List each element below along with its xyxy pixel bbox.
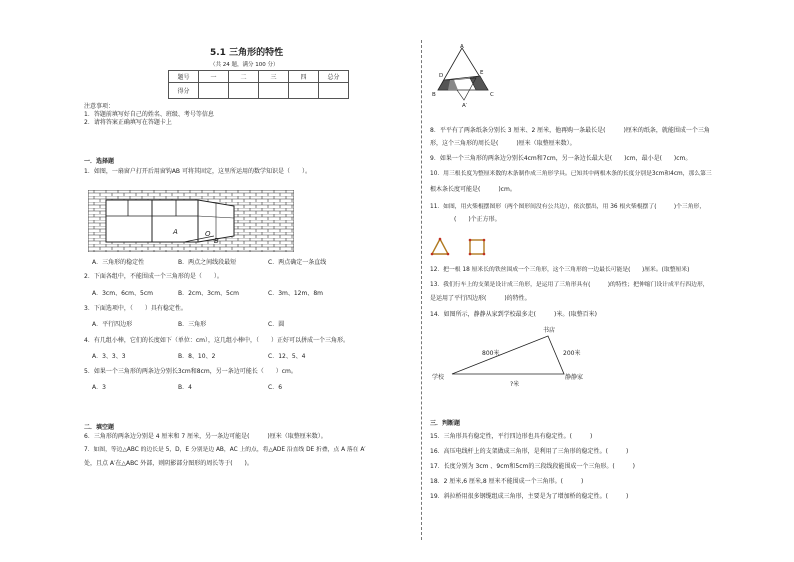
question-13-line1: 13．我们行车上的支架是设计成三角形，是运用了三角形具有( )的特性；把伸缩门设计成平行四边形， [430, 282, 709, 288]
q1-option-a[interactable]: A．三角形的稳定性 [92, 259, 145, 266]
question-8-line1: 8．平平有了两条纸条分别长 3 厘米、2 厘米，他再购一条最长是( )厘米的纸条，就能围成一个三角 [430, 127, 710, 134]
question-19: 19．斜拉桥用很多钢缆组成三角形，主要是为了增加桥的稳定性。( ) [430, 493, 629, 500]
question-1: 1．如图，一扇窗户打开后用窗钩AB 可将其固定，这里所运用的数学知识是（ ）。 [84, 168, 311, 175]
figure-label-O: O [205, 230, 211, 238]
score-header-cell: 总分 [319, 71, 349, 83]
q3-option-b[interactable]: B．三角形 [178, 321, 207, 328]
q3-option-a[interactable]: A．平行四边形 [92, 321, 133, 328]
q5-option-a[interactable]: A．3 [92, 384, 106, 391]
score-cell[interactable] [319, 83, 349, 99]
fig7-label-C: C [490, 92, 494, 98]
notes-item: 1．答题前填写好自己的姓名、班级、考号等信息 [84, 111, 214, 118]
question-14: 14．如图所示，静静从家到学校最多走( )米。(取整百米) [430, 311, 597, 318]
window-figure [88, 190, 294, 252]
notes-item: 2．请将答案正确填写在答题卡上 [84, 119, 172, 126]
question-6: 6．三角形的两条边分别是 4 厘米和 7 厘米，另一条边可能是( )厘米（取整厘米数）。 [84, 433, 327, 440]
question-11-line1: 11．如图，用火柴棍摆图形（两个图形间没有公共边），依次摆出，用 36 根火柴棍摆了( )个三角形， [430, 204, 706, 210]
question-5: 5．如果一个三角形的两条边分别长3cm和8cm，另一条边可能长（ ）cm。 [84, 368, 297, 375]
fig7-label-A-prime: A′ [462, 103, 468, 109]
q1-option-b[interactable]: B．两点之间线段最短 [178, 259, 237, 266]
score-header-cell: 三 [259, 71, 289, 83]
question-4: 4．有几组小棒，它们的长度如下（单位：cm），这几组小棒中，（ ）正好可以拼成一个三角形。 [84, 337, 349, 344]
question-18: 18．2 厘米,6 厘米,8 厘米不能围成一个三角形。( ) [430, 478, 584, 485]
section-heading-judge: 三．判断题 [430, 420, 461, 427]
score-cell[interactable] [199, 83, 229, 99]
question-10-line2: 根木条长度可能是( )cm。 [430, 186, 516, 193]
question-10-line1: 10．用三根长度为整厘米数的木条制作成三角形学具。已知其中两根木条的长度分别是3cm和4cm，那么第三 [430, 171, 712, 177]
route-label-200m: 200米 [563, 350, 581, 357]
question-8-line2: 形，这个三角形的周长是( )厘米（取整厘米数）。 [430, 140, 576, 147]
question-11-line2: ( )个正方形。 [454, 216, 501, 223]
fig7-label-E: E [480, 70, 484, 76]
route-triangle-figure [440, 330, 580, 380]
page-title: 5.1 三角形的特性 [210, 48, 284, 58]
question-13-line2: 是运用了平行四边形( )的特性。 [430, 295, 531, 302]
question-7-line2: 处，且点 A′在△ABC 外部，则阴影部分图形的周长等于( )。 [84, 460, 253, 467]
score-cell[interactable] [229, 83, 259, 99]
route-label-home: 静静家 [565, 374, 584, 381]
q4-option-c[interactable]: C．12、5、4 [268, 353, 306, 360]
column-divider [421, 40, 422, 540]
score-table [168, 70, 349, 99]
score-header-cell: 四 [289, 71, 319, 83]
fig7-label-B: B [432, 92, 436, 98]
route-label-bookstore: 书店 [543, 327, 556, 334]
figure-label-A: A [173, 228, 178, 236]
question-3: 3．下面选项中，（ ）具有稳定性。 [84, 305, 187, 312]
section-heading-fill: 二．填空题 [84, 424, 115, 431]
score-cell[interactable] [289, 83, 319, 99]
score-row-label: 得分 [169, 83, 199, 99]
q5-option-c[interactable]: C．6 [268, 384, 283, 391]
question-15: 15．三角形具有稳定性，平行四边形也具有稳定性。( ) [430, 433, 593, 440]
route-label-school: 学校 [432, 374, 445, 381]
q3-option-c[interactable]: C．圆 [268, 321, 285, 328]
question-7-line1: 7．如图，等边△ABC 的边长是 5，D，E 分别是边 AB，AC 上的点，将△ADE 沿直线 DE 折叠，点 A 落在 A′ [84, 447, 366, 453]
question-12: 12．把一根 18 厘米长的铁丝围成一个三角形，这个三角形的一边最长可能是( )厘米。(取整厘米) [430, 267, 690, 273]
figure-label-B: B [214, 237, 219, 245]
fig7-label-A: A [460, 44, 464, 50]
question-2: 2．下面各组中，不能围成一个三角形的是（ ）。 [84, 273, 223, 280]
q2-option-a[interactable]: A．3cm、6cm、5cm [92, 290, 153, 297]
fig7-label-D: D [439, 73, 444, 79]
score-cell[interactable] [259, 83, 289, 99]
matchstick-figure [430, 237, 492, 257]
question-17: 17．长度分别为 3cm 、9cm和5cm的三段线段能围成一个三角形。( ) [430, 463, 636, 470]
q4-option-a[interactable]: A．3、3、3 [92, 353, 126, 360]
q2-option-b[interactable]: B．2cm、3cm、5cm [178, 290, 239, 297]
score-header-cell: 题号 [169, 71, 199, 83]
q2-option-c[interactable]: C．3m、12m、8m [268, 290, 323, 297]
q5-option-b[interactable]: B．4 [178, 384, 192, 391]
question-9: 9．如果一个三角形的两条边分别长4cm和7cm，另一条边长最大是( )cm，最小是( )cm。 [430, 155, 692, 162]
notes-heading: 注意事项： [84, 103, 115, 110]
route-label-unknown: ?米 [510, 381, 520, 388]
route-label-800m: 800米 [482, 350, 500, 357]
score-header-cell: 二 [229, 71, 259, 83]
q4-option-b[interactable]: B．8、10、2 [178, 353, 216, 360]
question-16: 16．高压电线杆上的支架做成三角形，是利用了三角形的稳定性。( ) [430, 448, 629, 455]
section-heading-choice: 一．选择题 [84, 158, 115, 165]
q1-option-c[interactable]: C．两点确定一条直线 [268, 259, 327, 266]
score-header-cell: 一 [199, 71, 229, 83]
page-subtitle: （共 24 题，满分 100 分） [210, 62, 279, 68]
